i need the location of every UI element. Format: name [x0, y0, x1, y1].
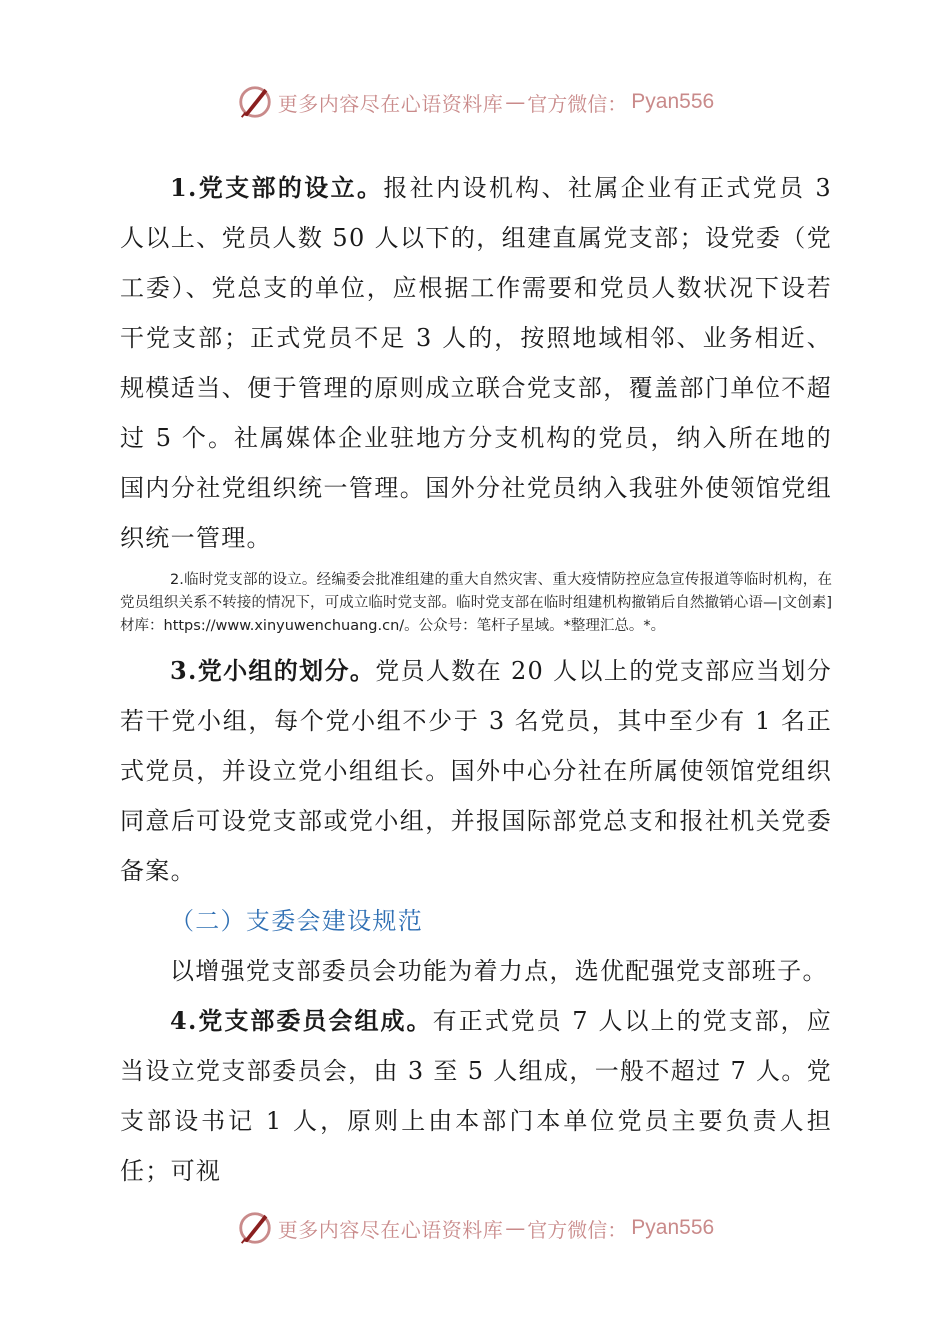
watermark-label: 官方微信：	[527, 91, 628, 116]
document-body	[120, 163, 832, 1196]
paragraph-1	[120, 163, 832, 563]
paragraph-4	[120, 996, 832, 1196]
section-heading: （二）支委会建设规范	[170, 907, 423, 935]
paragraph-3	[120, 646, 832, 896]
watermark-dash: —	[505, 90, 526, 114]
quill-logo-icon	[236, 1209, 274, 1247]
watermark-brand-text: 更多内容尽在心语资料库	[277, 91, 504, 116]
watermark-dash: —	[505, 1216, 526, 1240]
paragraph-2-small: 2.临时党支部的设立。经编委会批准组建的重大自然灾害、重大疫情防控应急宣传报道等临时机构，在党员组织关系不转接的情况下，可成立临时党支部。临时党支部在临时组建机构撤销后自然撤销心语—|文创素]材库：https://www.xinyuwenchuang.cn/。公众号：笔杆子星域。*整理汇总。*。	[120, 572, 832, 634]
watermark-banner-bottom	[0, 1208, 950, 1248]
watermark-brand-text: 更多内容尽在心语资料库	[277, 1217, 504, 1242]
watermark-label: 官方微信：	[527, 1217, 628, 1242]
watermark-banner-top	[0, 82, 950, 122]
paragraph-1-text: 报社内设机构、社属企业有正式党员 3 人以上、党员人数 50 人以下的，组建直属党支部；设党委（党工委）、党总支的单位，应根据工作需要和党员人数状况下设若干党支部；正式党员不足 3 人的，按照地域相邻、业务相近、规模适当、便于管理的原则成立联合党支部，覆盖部门单位不超过 5 个。社属媒体企业驻地方分支机构的党员，纳入所在地的国内分社党组织统一管理。国外分社党员纳入我驻外使领馆党组织统一管理。	[120, 174, 832, 552]
paragraph-3-text: 党员人数在 20 人以上的党支部应当划分若干党小组，每个党小组不少于 3 名党员，其中至少有 1 名正式党员，并设立党小组组长。国外中心分社在所属使领馆党组织同意后可设党支部或党小组，并报国际部党总支和报社机关党委备案。	[120, 657, 832, 885]
paragraph-4-lead: 4.党支部委员会组成。	[170, 1006, 433, 1035]
paragraph-1-lead: 1.党支部的设立。	[170, 173, 384, 202]
paragraph-3-lead: 3.党小组的划分。	[170, 656, 376, 685]
watermark-wechat-id: Pyan556	[631, 90, 715, 113]
paragraph-intro: 以增强党支部委员会功能为着力点，选优配强党支部班子。	[170, 957, 828, 985]
paragraph-4-text: 有正式党员 7 人以上的党支部，应当设立党支部委员会，由 3 至 5 人组成，一般不超过 7 人。党支部设书记 1 人，原则上由本部门本单位党员主要负责人担任；可视	[120, 1007, 832, 1185]
quill-logo-icon	[236, 83, 274, 121]
watermark-wechat-id: Pyan556	[631, 1216, 715, 1239]
